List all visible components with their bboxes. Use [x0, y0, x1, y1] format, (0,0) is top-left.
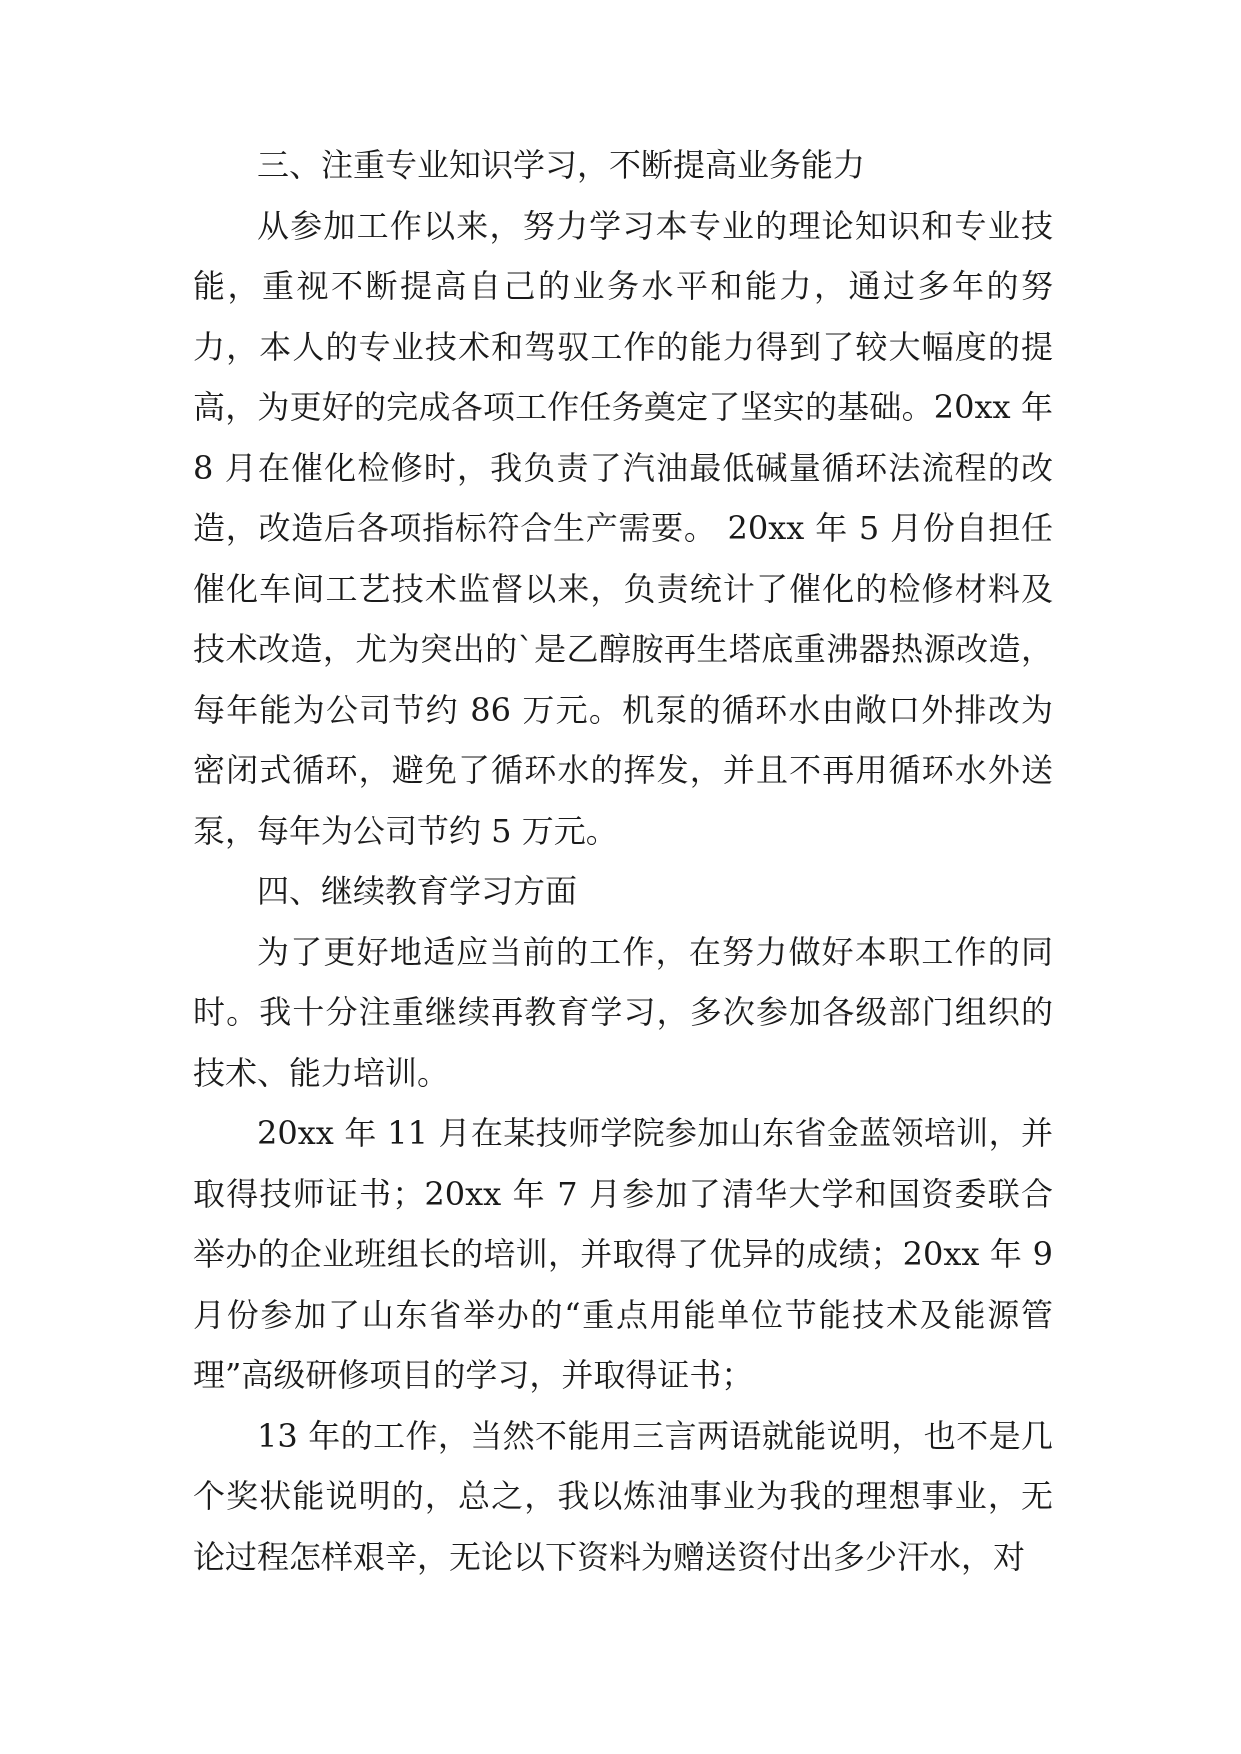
paragraph-summary: 13 年的工作，当然不能用三言两语就能说明，也不是几个奖状能说明的，总之，我以炼油事业为我的理想事业，无论过程怎样艰辛，无论以下资料为赠送资付出多少汗水，对 [193, 1416, 1053, 1576]
paragraph-continuing-education: 为了更好地适应当前的工作，在努力做好本职工作的同时。我十分注重继续再教育学习，多次参加各级部门组织的技术、能力培训。 [193, 932, 1053, 1092]
document-body [193, 135, 1053, 1587]
paragraph-training-records: 20xx 年 11 月在某技师学院参加山东省金蓝领培训，并取得技师证书；20xx 年 7 月参加了清华大学和国资委联合举办的企业班组长的培训，并取得了优异的成绩；20xx 年 9 月份参加了山东省举办的“重点用能单位节能技术及能源管理”高级研修项目的学习，并取得证书； [193, 1114, 1053, 1394]
section-heading-4: 四、继续教育学习方面 [257, 872, 578, 910]
section-heading-3: 三、注重专业知识学习，不断提高业务能力 [257, 146, 866, 184]
paragraph-professional-study: 从参加工作以来，努力学习本专业的理论知识和专业技能，重视不断提高自己的业务水平和能力，通过多年的努力，本人的专业技术和驾驭工作的能力得到了较大幅度的提高，为更好的完成各项工作任务奠定了坚实的基础。20xx 年 8 月在催化检修时，我负责了汽油最低碱量循环法流程的改造，改造后各项指标符合生产需要。 20xx 年 5 月份自担任催化车间工艺技术监督以来，负责统计了催化的检修材料及技术改造，尤为突出的`是乙醇胺再生塔底重沸器热源改造，每年能为公司节约 86 万元。机泵的循环水由敞口外排改为密闭式循环，避免了循环水的挥发，并且不再用循环水外送泵，每年为公司节约 5 万元。 [193, 206, 1053, 850]
